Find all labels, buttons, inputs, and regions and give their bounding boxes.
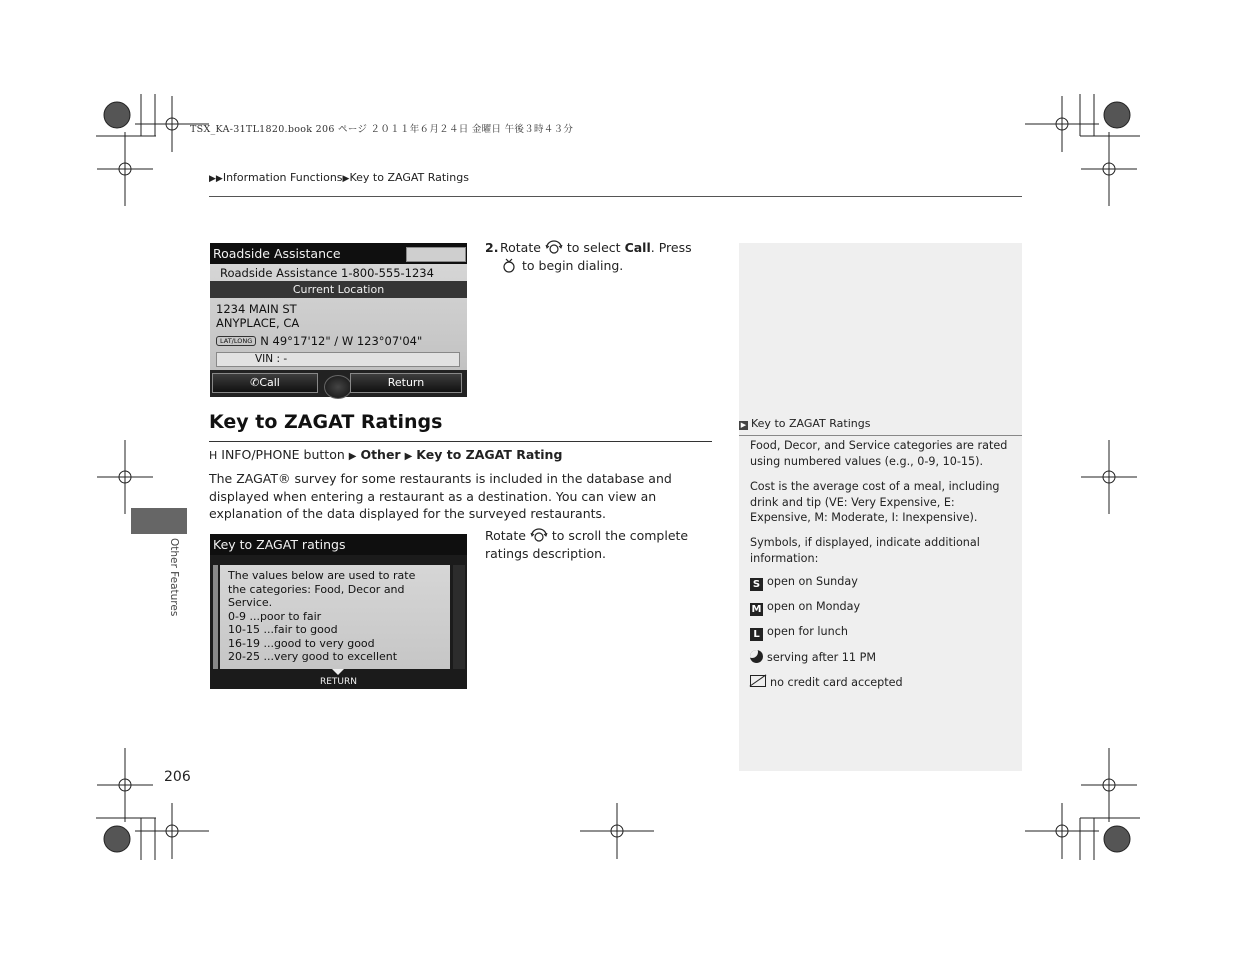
call-button[interactable] (212, 373, 318, 393)
vin-field (216, 352, 460, 367)
breadcrumb-level1: Information Functions (222, 171, 343, 184)
ratings-panel (220, 565, 450, 669)
breadcrumb (209, 171, 469, 184)
latlong-value: N 49°17'12" / W 123°07'04" (260, 334, 423, 348)
section-heading: Key to ZAGAT Ratings (209, 411, 443, 433)
print-header: TSX_KA-31TL1820.book 206 ページ ２０１１年６月２４日 金曜日 午後３時４３分 (190, 124, 574, 135)
screen-title-bar (210, 534, 467, 555)
symbol-label: no credit card accepted (770, 676, 903, 689)
latlong-row (216, 334, 422, 348)
sidebar-title (739, 417, 1022, 436)
dial-knob-icon (324, 375, 352, 399)
rotate-text: to scroll the complete ratings description. (485, 528, 689, 561)
step-text: to begin dialing. (521, 257, 624, 273)
step-bold: Call (624, 240, 651, 255)
sidebar-para3: Symbols, if displayed, indicate additional information: (750, 536, 980, 565)
symbol-row-monday (750, 600, 860, 616)
return-button[interactable]: Return (350, 373, 462, 393)
path-other: Other (360, 447, 401, 462)
sidebar-para1: Food, Decor, and Service categories are rated using numbered values (e.g., 0-9, 10-15). (750, 439, 1008, 468)
moon-icon (750, 650, 763, 663)
phone-row: Roadside Assistance 1-800-555-1234 (220, 266, 434, 280)
note-icon: ▶ (740, 421, 747, 429)
press-knob-icon (500, 257, 518, 273)
rotate-knob-icon (530, 527, 548, 543)
menu-path (209, 447, 562, 462)
symbol-row-late (750, 650, 876, 664)
vin-value: VIN : - (255, 353, 288, 365)
rotate-knob-icon (545, 239, 563, 255)
path-arrow-icon: ▶ (404, 451, 413, 462)
ratings-line: 0-9 ...poor to fair (228, 609, 322, 623)
return-button[interactable]: RETURN (319, 677, 357, 687)
ratings-line: the categories: Food, Decor and (228, 582, 405, 596)
sidebar-notes (739, 243, 1022, 771)
current-location-header: Current Location (210, 281, 467, 298)
lunch-icon: L (750, 628, 763, 641)
breadcrumb-arrow-icon: ▶ (342, 174, 350, 184)
address (216, 302, 299, 330)
ratings-line: 16-19 ...good to very good (228, 636, 375, 650)
side-tab-label: Other Features (168, 538, 180, 617)
info-panel (210, 264, 467, 370)
symbol-label: open for lunch (767, 625, 848, 638)
symbol-label: open on Monday (767, 600, 861, 613)
ratings-line: The values below are used to rate (228, 569, 416, 582)
call-label: Call (259, 376, 280, 389)
header-rule (209, 196, 1022, 197)
section-body: The ZAGAT® survey for some restaurants is included in the database and displayed when entering a restaurant as a destination. You can view an explanation of the data displayed for the surveyed restaurants. (209, 471, 672, 521)
sidebar-para2: Cost is the average cost of a meal, including drink and tip (VE: Very Expensive, E: Expensive, M: Moderate, I: Inexpensive). (750, 480, 1000, 524)
breadcrumb-level2: Key to ZAGAT Ratings (349, 171, 469, 184)
breadcrumb-arrow-icon: ▶▶ (209, 174, 223, 184)
step-text: Rotate (500, 240, 541, 255)
side-tab (131, 508, 187, 534)
step-text: to select (566, 240, 621, 255)
rotate-text: Rotate (485, 528, 526, 543)
step-number: 2. (485, 240, 499, 255)
monday-icon: M (751, 604, 762, 615)
scrollbar[interactable] (213, 565, 218, 669)
screen-button-row (210, 370, 467, 397)
step-2 (485, 239, 710, 274)
address-line2: ANYPLACE, CA (216, 316, 300, 330)
symbol-row-sunday (750, 575, 858, 591)
no-card-icon (750, 675, 766, 687)
page-number: 206 (164, 769, 191, 785)
sidebar-title-text: Key to ZAGAT Ratings (751, 417, 871, 430)
step-text: . Press (650, 240, 692, 255)
symbol-row-lunch (750, 625, 848, 641)
symbol-label: open on Sunday (767, 575, 858, 588)
phone-icon: ✆ (250, 376, 260, 389)
scroll-track (453, 565, 465, 669)
roadside-assistance-screen (210, 243, 467, 397)
path-end: Key to ZAGAT Rating (416, 447, 563, 462)
symbol-label: serving after 11 PM (767, 651, 877, 664)
ratings-line: Service. (228, 596, 273, 609)
home-icon: H (209, 449, 218, 462)
screen-title: Key to ZAGAT ratings (213, 537, 346, 552)
title-bar-button (406, 247, 466, 262)
path-arrow-icon: ▶ (348, 451, 357, 462)
latlong-badge: LAT/LONG (216, 336, 256, 346)
ratings-line: 10-15 ...fair to good (228, 623, 338, 636)
section-rule (209, 441, 712, 442)
ratings-line: 20-25 ...very good to excellent (228, 650, 398, 663)
symbol-row-no-card (750, 675, 903, 689)
screen-title: Roadside Assistance (213, 246, 341, 261)
sunday-icon: S (750, 578, 763, 591)
zagat-ratings-screen (210, 534, 467, 689)
address-line1: 1234 MAIN ST (216, 302, 297, 316)
rotate-instruction (485, 527, 710, 562)
path-start: INFO/PHONE button (221, 447, 345, 462)
